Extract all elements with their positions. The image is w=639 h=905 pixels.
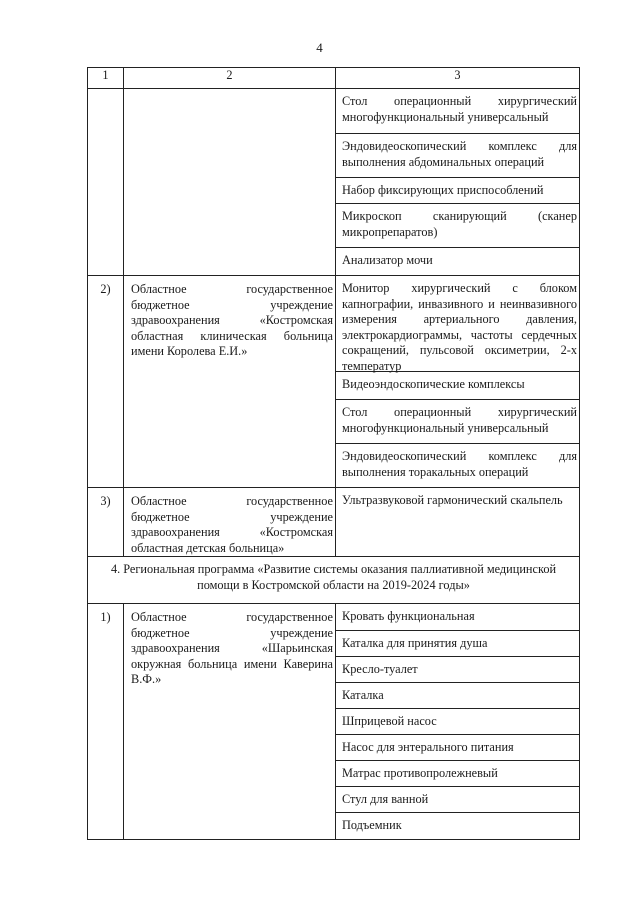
equipment-item: Набор фиксирующих приспособлений <box>336 177 579 203</box>
header-col-1: 1 <box>88 68 124 89</box>
org-cell <box>124 89 336 276</box>
section-row <box>88 557 580 604</box>
equipment-item: Стол операционный хирургический многофункциональный универсальный <box>336 399 579 443</box>
table-row-3 <box>88 488 580 557</box>
equipment-item: Микроскоп сканирующий (сканер микропрепаратов) <box>336 203 579 247</box>
equipment-item: Эндовидеоскопический комплекс для выполнения абдоминальных операций <box>336 133 579 177</box>
organization-name: Областное государственное бюджетное учреждение здравоохранения «Шарьинская окружная больница имени Каверина В.Ф.» <box>124 604 336 840</box>
equipment-item: Насос для энтерального питания <box>336 734 579 760</box>
row-number: 2) <box>88 276 124 488</box>
table-row-continued <box>88 89 580 276</box>
equipment-item: Кровать функциональная <box>342 609 475 623</box>
page-number: 4 <box>316 40 323 55</box>
equipment-item: Эндовидеоскопический комплекс для выполнения торакальных операций <box>336 443 579 487</box>
equipment-list <box>336 488 580 557</box>
equipment-item: Кресло-туалет <box>336 656 579 682</box>
equipment-item: Матрас противопролежневый <box>336 760 579 786</box>
equipment-item: Каталка <box>336 682 579 708</box>
equipment-item: Подъемник <box>336 812 579 839</box>
row-number: 1) <box>88 604 124 840</box>
header-row <box>88 68 580 89</box>
equipment-item: Ультразвуковой гармонический скальпель <box>342 493 563 507</box>
equipment-item: Стул для ванной <box>336 786 579 812</box>
table-row-4-1 <box>88 604 580 840</box>
header-col-2: 2 <box>124 68 336 89</box>
equipment-item: Видеоэндоскопические комплексы <box>336 371 579 399</box>
equipment-item: Стол операционный хирургический многофункциональный универсальный <box>342 94 577 124</box>
equipment-table <box>87 67 580 840</box>
equipment-list <box>336 276 580 488</box>
equipment-item: Шприцевой насос <box>336 708 579 734</box>
organization-name: Областное государственное бюджетное учреждение здравоохранения «Костромская областная детская больница» <box>124 488 336 557</box>
equipment-list <box>336 604 580 840</box>
organization-name: Областное государственное бюджетное учреждение здравоохранения «Костромская областная клиническая больница имени Королева Е.И.» <box>124 276 336 488</box>
row-number: 3) <box>88 488 124 557</box>
equipment-list <box>336 89 580 276</box>
row-number-cell <box>88 89 124 276</box>
equipment-item: Каталка для принятия душа <box>336 630 579 656</box>
table-row-2 <box>88 276 580 488</box>
section-title: 4. Региональная программа «Развитие системы оказания паллиативной медицинской помощи в Костромской области на 2019-2024 годы» <box>88 557 580 604</box>
equipment-item: Монитор хирургический с блоком капнографии, инвазивного и неинвазивного измерения артериального давления, электрокардиограммы, частоты сердечных сокращений, пульсовой оксиметрии, 2-х температур <box>342 281 577 373</box>
equipment-item: Анализатор мочи <box>336 247 579 275</box>
header-col-3: 3 <box>336 68 580 89</box>
